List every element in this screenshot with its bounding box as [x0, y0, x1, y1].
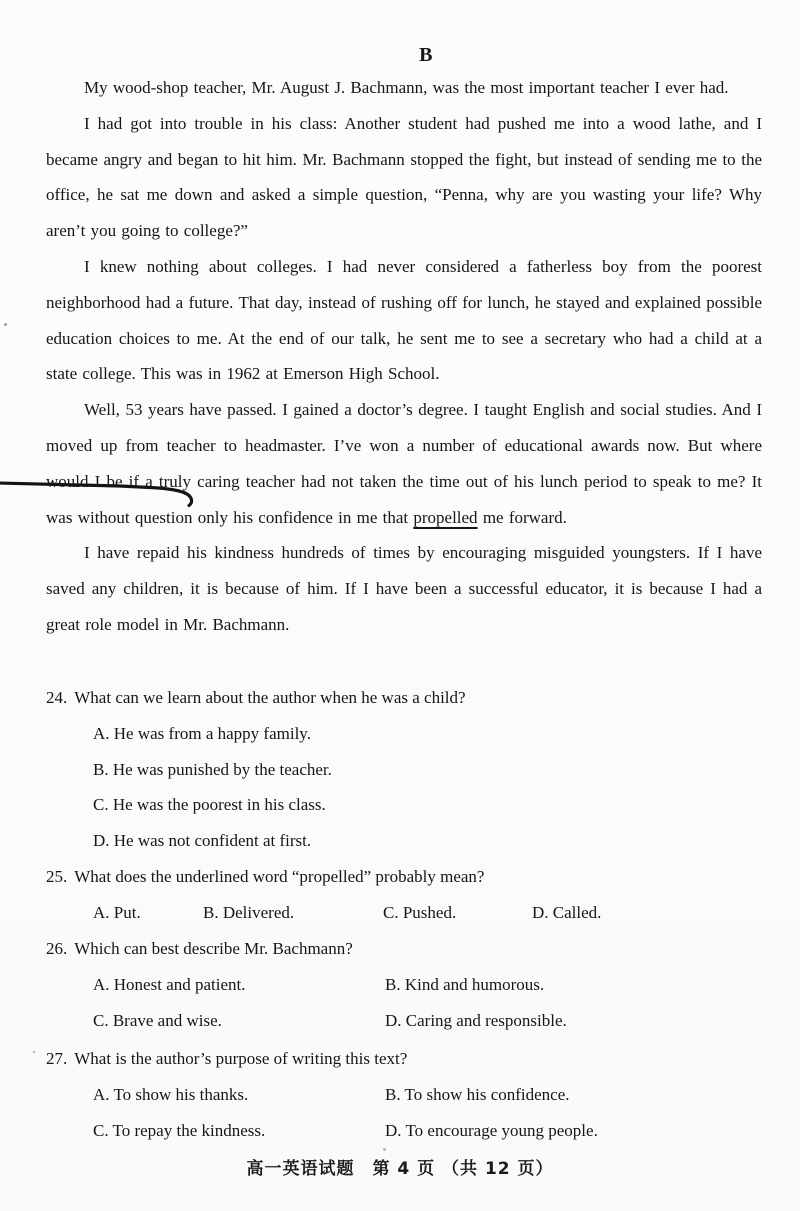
option-d: D. He was not confident at first. [93, 831, 312, 851]
option-c: C. Brave and wise. [93, 1010, 222, 1030]
question-24 [46, 680, 762, 859]
question-number: 26. [46, 939, 68, 958]
option-c: C. He was the poorest in his class. [93, 795, 326, 815]
paragraph-text: me forward. [477, 507, 567, 527]
question-text: What does the underlined word “propelled” probably mean? [74, 867, 485, 886]
question-number: 25. [46, 867, 68, 886]
option-b: B. To show his confidence. [385, 1084, 570, 1104]
scan-speck [33, 1051, 35, 1053]
question-27-options-row-1 [46, 1077, 762, 1113]
page-footer: 高一英语试题 第 4 页 （共 12 页） [246, 1159, 554, 1179]
option-c: C. Pushed. [383, 902, 457, 922]
question-27-options-row-2 [46, 1113, 762, 1149]
question-27 [46, 1041, 762, 1148]
reading-passage [46, 70, 762, 643]
question-26-options-row-1 [46, 967, 762, 1003]
option-d: D. Caring and responsible. [385, 1010, 567, 1030]
option-a: A. To show his thanks. [93, 1084, 249, 1104]
question-26-options-row-2 [46, 1003, 762, 1039]
option-b: B. Delivered. [203, 902, 295, 922]
question-25 [46, 859, 762, 931]
passage-paragraph-3: I knew nothing about colleges. I had never considered a fatherless boy from the poorest neighborhood had a future. That day, instead of rushing off for lunch, he stayed and explained possible education choices to me. At the end of our talk, he sent me to see a secretary who had a child at a state college. This was in 1962 at Emerson High School. [46, 256, 762, 384]
question-26-stem [46, 931, 762, 967]
option-d: D. To encourage young people. [385, 1120, 598, 1140]
passage-paragraph-5: I have repaid his kindness hundreds of times by encouraging misguided youngsters. If I have saved any children, it is because of him. If I have been a successful educator, it is because I had a great role model in Mr. Bachmann. [46, 543, 762, 634]
underlined-word-propelled: propelled [413, 507, 478, 527]
passage-paragraph-4 [46, 392, 762, 535]
question-25-stem [46, 859, 762, 895]
option-a: A. He was from a happy family. [93, 723, 311, 743]
question-number: 24. [46, 688, 68, 707]
option-a: A. Honest and patient. [93, 974, 246, 994]
scan-speck [4, 323, 7, 326]
question-number: 27. [46, 1049, 68, 1068]
paragraph-text: Well, 53 years have passed. I gained a doctor’s degree. I taught English and social studies. And I moved up from teacher to headmaster. I’ve won a number of educational awards now. But where would I be if a truly caring teacher had not taken the time out of his lunch period to speak to me? It was without question only his confidence in me that [46, 400, 762, 527]
question-24-options [46, 716, 762, 859]
question-26 [46, 931, 762, 1038]
question-text: What can we learn about the author when he was a child? [74, 688, 466, 707]
question-text: What is the author’s purpose of writing this text? [74, 1049, 408, 1068]
question-27-stem [46, 1041, 762, 1077]
passage-paragraph-1: My wood-shop teacher, Mr. August J. Bachmann, was the most important teacher I ever had. [84, 78, 729, 97]
question-text: Which can best describe Mr. Bachmann? [74, 939, 353, 958]
question-24-stem [46, 680, 762, 716]
scan-speck [383, 1148, 386, 1151]
section-label: B [419, 44, 433, 66]
option-c: C. To repay the kindness. [93, 1120, 266, 1140]
passage-paragraph-2: I had got into trouble in his class: Another student had pushed me into a wood lathe, and I became angry and began to hit him. Mr. Bachmann stopped the fight, but instead of sending me to the office, he sat me down and asked a simple question, “Penna, why are you wasting your life? Why aren’t you going to college?” [46, 113, 762, 241]
question-25-options [46, 895, 762, 931]
option-a: A. Put. [93, 902, 141, 922]
option-b: B. Kind and humorous. [385, 974, 545, 994]
option-d: D. Called. [532, 902, 602, 922]
option-b: B. He was punished by the teacher. [93, 759, 332, 779]
